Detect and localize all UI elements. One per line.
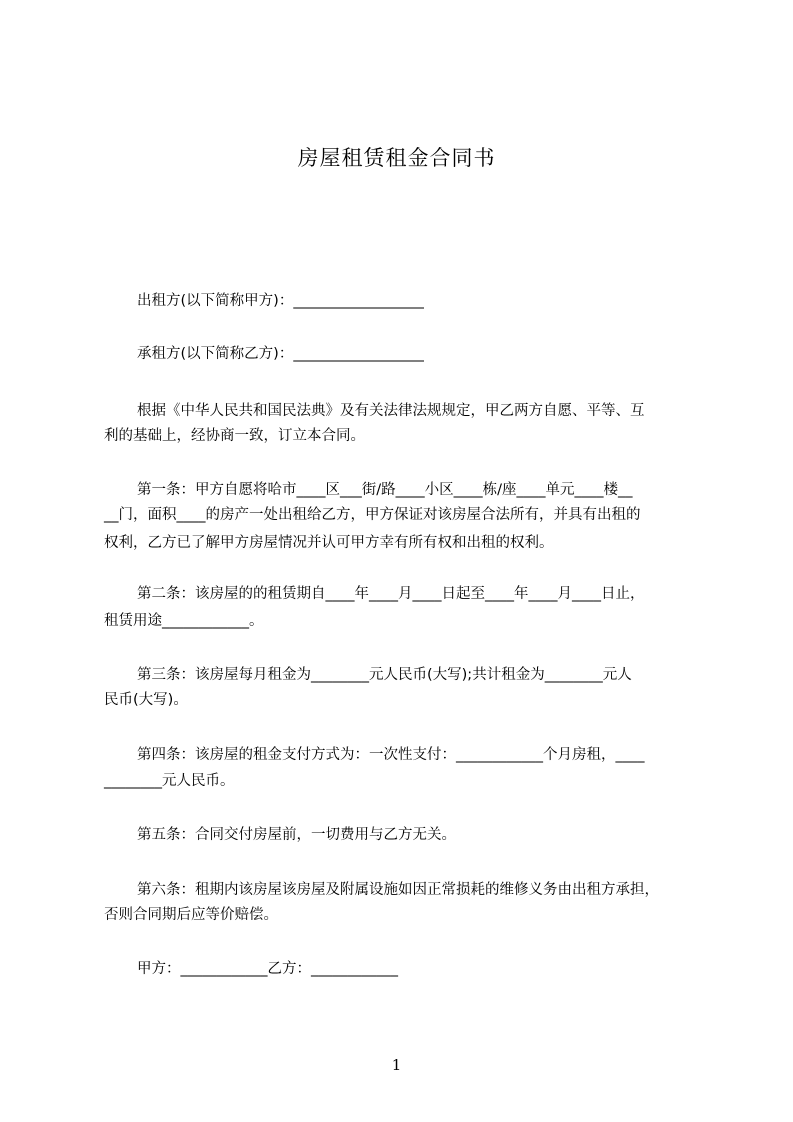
article1-line-2: __门，面积____的房产一处出租给乙方，甲方保证对该房屋合法所有，并具有出租的 — [104, 507, 641, 523]
article4-line-2: ________元人民币。 — [104, 773, 235, 789]
article2-line-2: 租赁用途____________。 — [104, 613, 264, 629]
intro-line-2: 利的基础上，经协商一致，订立本合同。 — [104, 428, 365, 444]
page-number: 1 — [391, 1056, 402, 1074]
article1-line-1: 第一条：甲方自愿将哈市____区___街/路____小区____栋/座____单元____楼__ — [137, 482, 633, 498]
lessee-line: 承租方(以下简称乙方)：__________________ — [137, 346, 424, 362]
article5-line-1: 第五条：合同交付房屋前，一切费用与乙方无关。 — [137, 827, 456, 843]
article6-line-2: 否则合同期后应等价赔偿。 — [104, 907, 278, 923]
article2-line-1: 第二条：该房屋的的租赁期自____年____月____日起至____年____月____日止， — [137, 586, 645, 602]
article1-line-3: 权利，乙方已了解甲方房屋情况并认可甲方幸有所有权和出租的权利。 — [104, 535, 554, 551]
article6-line-1: 第六条：租期内该房屋该房屋及附属设施如因正常损耗的维修义务由出租方承担， — [137, 882, 659, 898]
lessor-line: 出租方(以下简称甲方)：__________________ — [137, 293, 424, 309]
intro-line-1: 根据《中华人民共和国民法典》及有关法律法规规定，甲乙两方自愿、平等、互 — [137, 403, 645, 419]
document-title: 房屋租赁租金合同书 — [297, 146, 496, 170]
article4-line-1: 第四条：该房屋的租金支付方式为：一次性支付：____________个月房租，____ — [137, 747, 645, 763]
article3-line-2: 民币(大写)。 — [104, 692, 188, 708]
article3-line-1: 第三条：该房屋每月租金为________元人民币(大写);共计租金为________元人 — [137, 667, 632, 683]
signature-line: 甲方：____________乙方：____________ — [137, 961, 398, 977]
